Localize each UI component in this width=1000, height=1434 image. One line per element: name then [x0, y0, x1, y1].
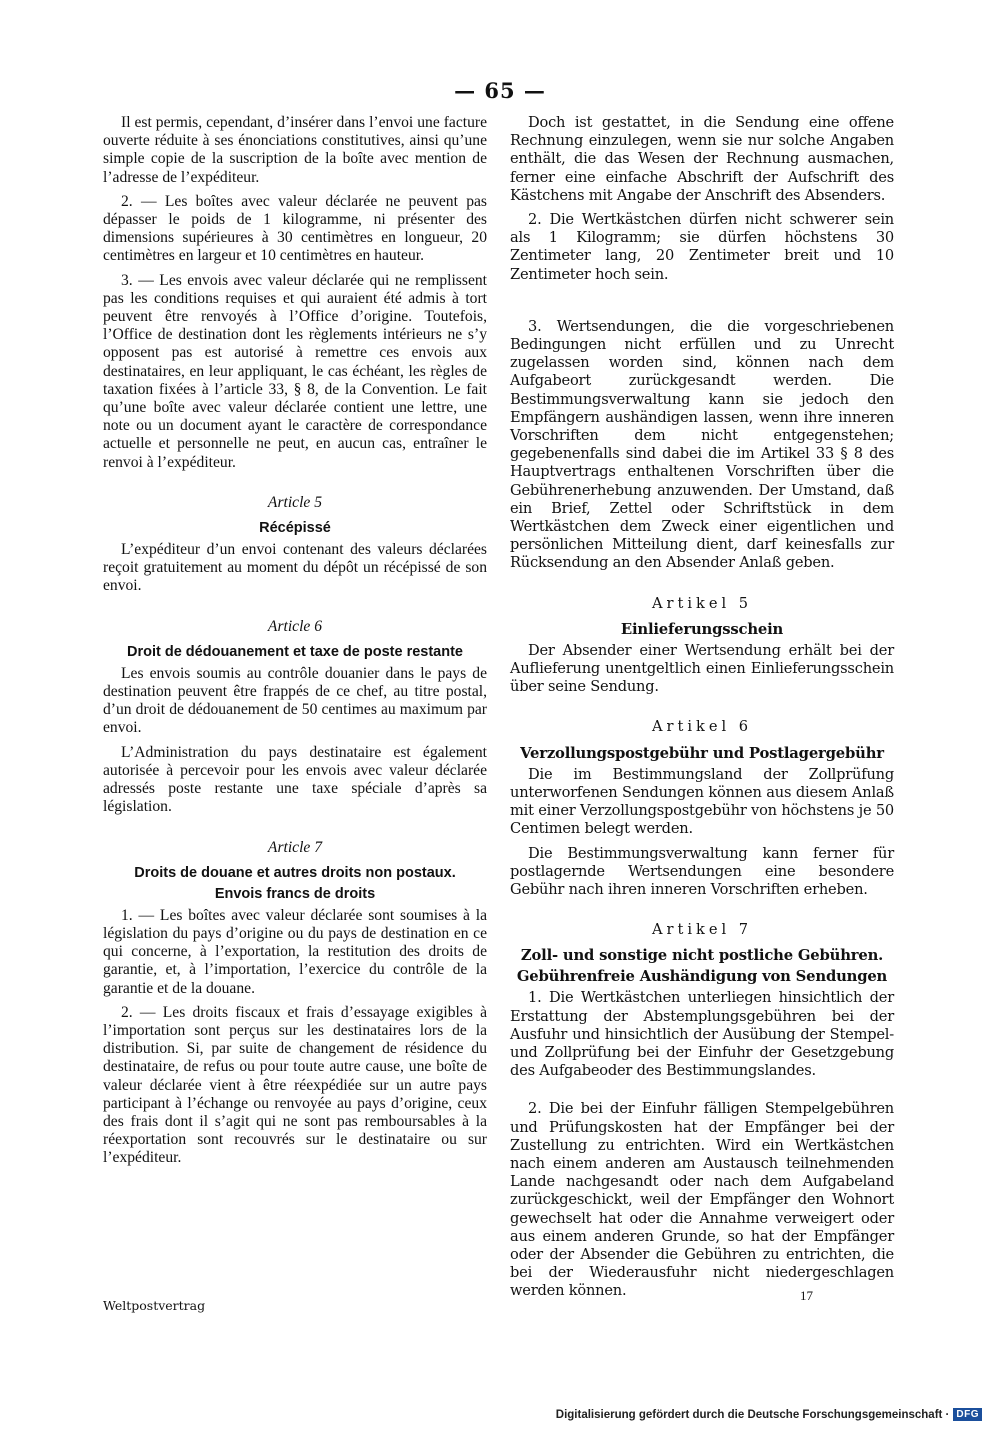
article-title-line-2: Gebührenfreie Aushändigung von Sendungen: [516, 968, 888, 986]
article-title: Droit de dédouanement et taxe de poste restante: [127, 643, 463, 660]
article-title-line-1: Zoll- und sonstige nicht postliche Gebühren.: [520, 947, 884, 965]
paragraph: Doch ist gestattet, in die Sendung eine offene Rechnung einzulegen, wenn sie nur solche Angaben enthält, die das Wesen der Rechnung ausmachen, ferner eine einfache Abschrift der Aufschrift des Kästchens mit Angabe der Anschrift des Absenders.: [510, 114, 894, 204]
article-title: Einlieferungsschein: [620, 620, 784, 638]
paragraph: Die im Bestimmungsland der Zollprüfung unterworfenen Sendungen können aus diesem Anlaß mit einer Verzollungspostgebühr von höchstens je 50 Centimen belegt werden.: [510, 765, 894, 838]
paragraph: Il est permis, cependant, d’insérer dans l’envoi une facture ouverte réduite à ses énonciations constitutives, ainsi qu’une simple copie de la suscription de la boîte avec mention de l’adresse de l’expéditeur.: [103, 114, 487, 186]
paragraph: 2. — Les boîtes avec valeur déclarée ne peuvent pas dépasser le poids de 1 kilogramme, ni présenter des dimensions supérieures à 30 centimètres en longueur, 20 centimètres en largeur et 10 centimètres en hauteur.: [103, 192, 487, 265]
article-title: Verzollungspostgebühr und Postlagergebühr: [520, 744, 884, 762]
dfg-logo-icon: DFG: [953, 1408, 982, 1421]
paragraph: 1. Die Wertkästchen unterliegen hinsichtlich der Erstattung der Abstemplungsgebühren bei der Ausfuhr und hinsichtlich der Ausübung der Stempel- und Zollprüfung bei der Einfuhr der Gesetzgebung des Aufgabeoder des Bestimmungslandes.: [510, 989, 894, 1080]
footer-sheet-number: 17: [800, 1288, 813, 1303]
paragraph: Der Absender einer Wertsendung erhält bei der Auflieferung unentgeltlich einen Einlieferungsschein über seine Sendung.: [510, 641, 894, 696]
paragraph: Les envois soumis au contrôle douanier dans le pays de destination peuvent être frappés de ce chef, au titre postal, d’un droit de dédouanement de 50 centimes au maximum par envoi.: [103, 664, 487, 737]
paragraph: Die Bestimmungsverwaltung kann ferner für postlagernde Wertsendungen eine besondere Gebühr nach ihren inneren Vorschriften erheben.: [510, 844, 894, 898]
paragraph: 3. — Les envois avec valeur déclarée qui ne remplissent pas les conditions requises et qui auraient été admis à tort peuvent être renvoyés à l’Office d’origine. Toutefois, l’Office de destination dont les règlements intérieurs ne s’y opposent pas est autorisé à remettre ces envois aux destinataires, en leur appliquant, le cas échéant, les règles de taxation fixées à l’article 33, § 8, de la Convention. Le fait qu’une boîte avec valeur déclarée contient une lettre, une note ou un document ayant le caractère de correspondance actuelle et personnelle ne peut, en aucun cas, entraîner le renvoi à l’expéditeur.: [103, 271, 487, 471]
article-label: Artikel 6: [651, 718, 753, 736]
paragraph: 2. Die bei der Einfuhr fälligen Stempelgebühren und Prüfungskosten hat der Empfänger bei der Zustellung zu entrichten. Wird ein Wertkästchen nach einem anderen am Austausch teilnehmenden Lande nachgesandt oder nach dem Aufgabeland zurückgeschickt, weil der Empfänger den Wohnort gewechselt hat oder die Annahme verweigert oder aus einem anderen Grunde, so hat der Empfänger oder der Absender die Gebühren zu entrichten, die bei der Wiederausfuhr nicht niedergeschlagen werden können.: [510, 1100, 894, 1300]
page-number: — 65 —: [454, 78, 546, 103]
article-title: Récépissé: [259, 520, 331, 537]
footer-signature: Weltpostvertrag: [103, 1298, 206, 1313]
french-column: [103, 114, 487, 1174]
digitization-credit: [556, 1408, 982, 1421]
article-label: Article 6: [267, 617, 323, 635]
paragraph: 3. Wertsendungen, die die vorgeschriebenen Bedingungen nicht erfüllen und zu Unrecht zugelassen worden sind, können nach dem Aufgabeort zurückgesandt werden. Die Bestimmungsverwaltung kann sie jedoch den Empfängern aushändigen lassen, wenn ihre inneren Vorschriften dem nicht entgegenstehen; gegebenenfalls sind dabei die im Artikel 33 § 8 des Hauptvertrags enthaltenen Vorschriften über die Gebührenerhebung anzuwenden. Der Umstand, daß ein Brief, Zettel oder Schriftstück in dem Wertkästchen dem Zweck einer eigentlichen und persönlichen Mitteilung dient, darf keinesfalls zur Rücksendung an den Absender Anlaß geben.: [510, 317, 894, 572]
german-column: [510, 114, 894, 1307]
paragraph: 1. — Les boîtes avec valeur déclarée sont soumises à la législation du pays d’origine ou du pays de destination en ce qui concerne, à l’exportation, la restitution des droits de garantie, et, à l’importation, l’exercice du contrôle de la garantie et de la douane.: [103, 906, 487, 997]
article-label: Artikel 7: [651, 921, 753, 939]
article-title-line-2: Envois francs de droits: [214, 885, 376, 902]
paragraph: L’expéditeur d’un envoi contenant des valeurs déclarées reçoit gratuitement au moment du dépôt un récépissé de son envoi.: [103, 541, 487, 595]
article-label: Article 5: [267, 493, 323, 511]
paragraph: 2. — Les droits fiscaux et frais d’essayage exigibles à l’importation sont perçus sur les destinataires lors de la distribution. Si, par suite de changement de résidence du destinataire, de refus ou pour toute autre cause, une boîte de valeur déclarée vient à être réexpédiée sur un autre pays participant à l’échange ou renvoyée au pays d’origine, ceux des frais dont il s’agit qui ne sont pas remboursables à la réexportation sont recouvrés sur le destinataire ou sur l’expéditeur.: [103, 1003, 487, 1167]
article-label: Article 7: [267, 838, 323, 856]
article-title-line-1: Droits de douane et autres droits non postaux.: [134, 864, 456, 881]
paragraph: 2. Die Wertkästchen dürfen nicht schwerer sein als 1 Kilogramm; sie dürfen höchstens 30 Zentimeter lang, 20 Zentimeter breit und 10 Zentimeter hoch sein.: [510, 211, 894, 283]
paragraph: L’Administration du pays destinataire est également autorisée à percevoir pour les envois avec valeur déclarée adressés poste restante une taxe spéciale d’après sa législation.: [103, 743, 487, 816]
credit-text: Digitalisierung gefördert durch die Deutsche Forschungsgemeinschaft ·: [555, 1408, 950, 1421]
article-label: Artikel 5: [651, 594, 753, 612]
